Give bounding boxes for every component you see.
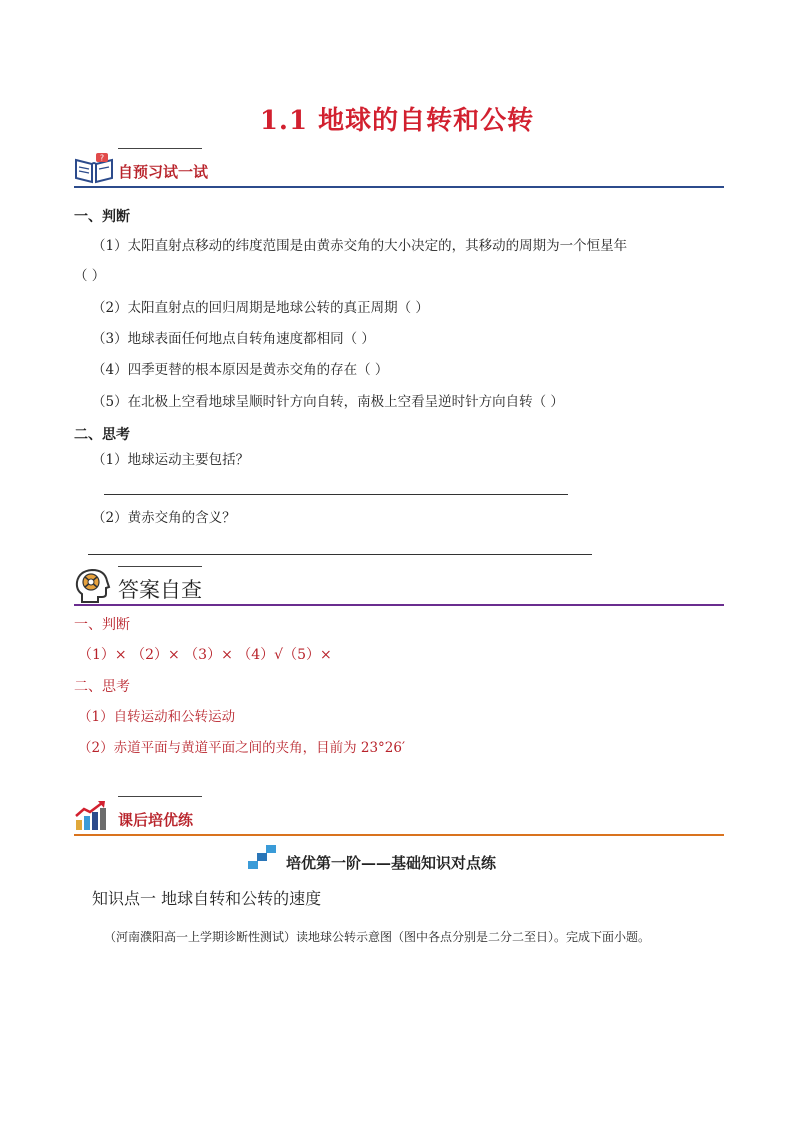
- answers-think-1: （1）自转运动和公转运动: [78, 709, 236, 725]
- section-rule-practice: [74, 834, 724, 836]
- think-item-1: （1）地球运动主要包括？: [92, 452, 250, 468]
- section-heading-practice: 课后培优练: [118, 811, 194, 829]
- stairs-icon: [248, 844, 280, 874]
- book-icon: [74, 152, 114, 188]
- answers-think-heading: 二、思考: [74, 679, 130, 695]
- page-title: 1.1 地球的自转和公转: [259, 106, 535, 136]
- level-heading: 培优第一阶——基础知识对点练: [286, 854, 497, 872]
- header-short-line: [118, 148, 202, 149]
- answers-judge-list: （1）× （2）× （3）× （4）√（5）×: [78, 647, 332, 663]
- think-item-2: （2）黄赤交角的含义？: [92, 510, 236, 526]
- header-short-line: [118, 566, 202, 567]
- section-heading-preview: 自预习试一试: [118, 163, 209, 181]
- answer-blank-line-2[interactable]: [88, 554, 592, 555]
- judge-item-2: （2）太阳直射点的回归周期是地球公转的真正周期（ ）: [92, 300, 429, 316]
- section-heading-answers: 答案自查: [118, 578, 202, 602]
- section-rule-answers: [74, 604, 724, 606]
- think-heading: 二、思考: [74, 427, 130, 443]
- judge-item-1-blank: （ ）: [74, 268, 106, 284]
- judge-item-5: （5）在北极上空看地球呈顺时针方向自转，南极上空看呈逆时针方向自转（ ）: [92, 394, 564, 410]
- judge-item-4: （4）四季更替的根本原因是黄赤交角的存在（ ）: [92, 362, 389, 378]
- section-header-practice: [74, 796, 724, 836]
- knowledge-point-title: 知识点一 地球自转和公转的速度: [92, 889, 322, 908]
- answers-judge-heading: 一、判断: [74, 617, 130, 633]
- svg-text:?: ?: [99, 153, 105, 163]
- section-header-answers: [74, 566, 724, 606]
- judge-item-1: （1）太阳直射点移动的纬度范围是由黄赤交角的大小决定的，其移动的周期为一个恒星年: [92, 238, 628, 254]
- header-short-line: [118, 796, 202, 797]
- section-rule-preview: [74, 186, 724, 188]
- judge-item-3: （3）地球表面任何地点自转角速度都相同（ ）: [92, 331, 375, 347]
- answers-think-2: （2）赤道平面与黄道平面之间的夹角，目前为 23°26′: [78, 740, 406, 756]
- growth-chart-icon: [74, 800, 108, 836]
- section-header-preview: [74, 148, 724, 188]
- question-stem: （河南濮阳高一上学期诊断性测试）读地球公转示意图（图中各点分别是二分二至日）。完成下面小题。: [104, 930, 651, 944]
- judge-heading: 一、判断: [74, 209, 130, 225]
- answer-blank-line-1[interactable]: [104, 494, 568, 495]
- thinking-head-icon: [74, 568, 112, 608]
